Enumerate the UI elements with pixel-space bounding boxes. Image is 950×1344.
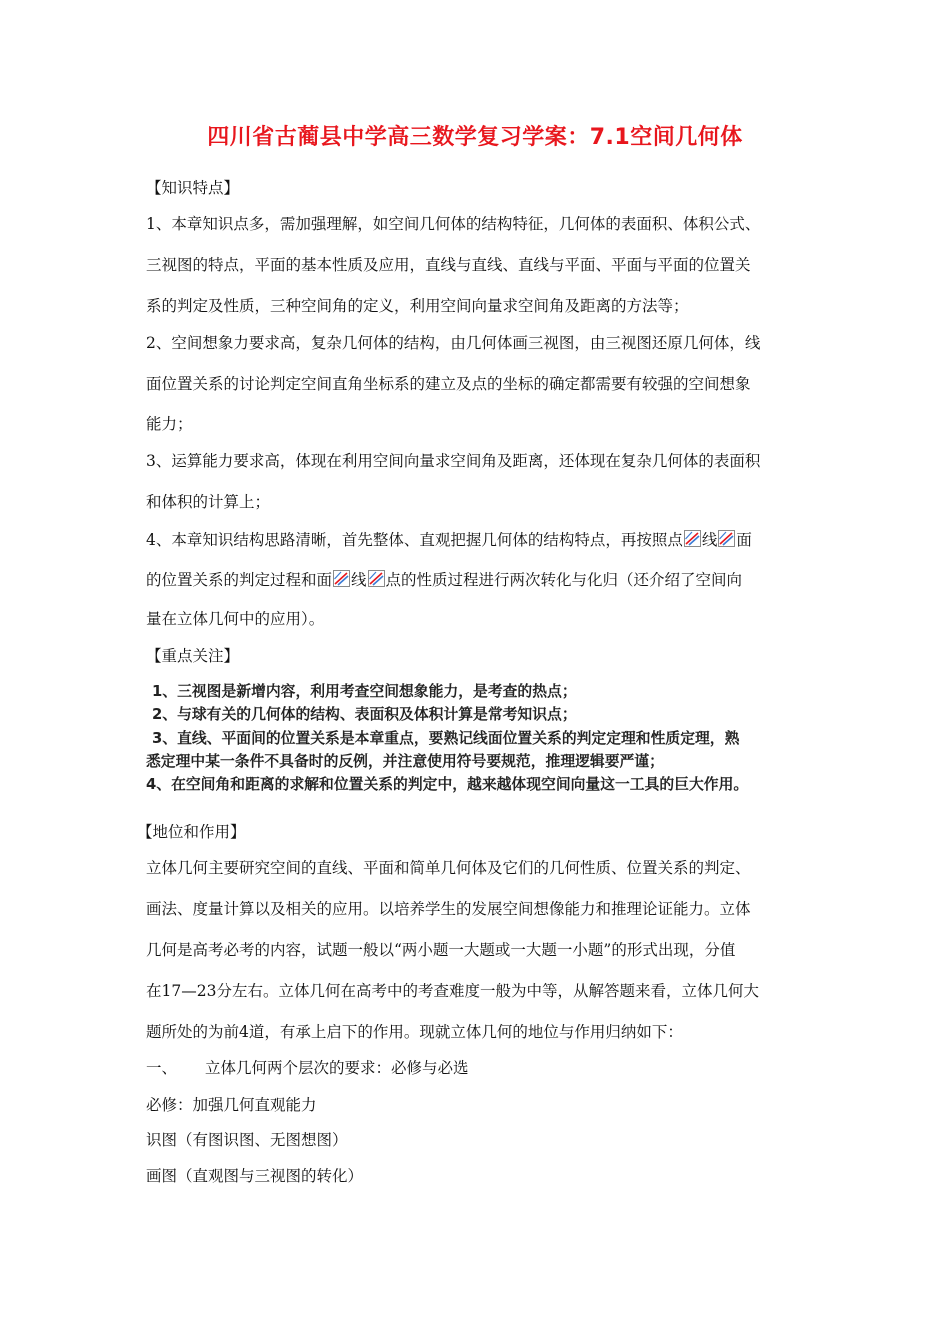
knowledge-line-4: 2、空间想象力要求高，复杂几何体的结构，由几何体画三视图，由三视图还原几何体，线 <box>146 334 761 352</box>
knowledge-line-11: 量在立体几何中的应用）。 <box>146 610 325 628</box>
role-line-3: 几何是高考必考的内容，试题一般以“两小题一大题或一大题一小题”的形式出现，分值 <box>146 941 736 959</box>
role-line-6 <box>146 1058 469 1078</box>
role-line-6-number: 一、 <box>146 1059 178 1077</box>
focus-line-4: 悉定理中某一条件不具备时的反例，并注意使用符号要规范，推理逻辑要严谨； <box>146 753 664 770</box>
focus-line-1: 1、三视图是新增内容，利用考查空间想象能力，是考查的热点； <box>152 683 577 700</box>
knowledge-line-10 <box>146 570 742 590</box>
knowledge-line-1: 1、本章知识点多，需加强理解，如空间几何体的结构特征，几何体的表面积、体积公式、 <box>146 215 761 233</box>
role-line-2: 画法、度量计算以及相关的应用。以培养学生的发展空间想像能力和推理论证能力。立体 <box>146 900 751 918</box>
knowledge-line-6: 能力； <box>146 415 193 433</box>
role-line-4: 在17—23分左右。立体几何在高考中的考查难度一般为中等，从解答题来看，立体几何大 <box>146 982 759 1000</box>
role-line-8: 识图（有图识图、无图想图） <box>146 1131 348 1149</box>
knowledge-line-9-part-1: 4、本章知识结构思路清晰，首先整体、直观把握几何体的结构特点，再按照点 <box>146 531 683 549</box>
knowledge-line-9 <box>146 530 752 550</box>
broken-image-icon <box>333 570 350 587</box>
knowledge-line-9-part-3: 面 <box>736 531 752 549</box>
knowledge-line-10-part-1: 的位置关系的判定过程和面 <box>146 571 333 589</box>
knowledge-line-2: 三视图的特点，平面的基本性质及应用，直线与直线、直线与平面、平面与平面的位置关 <box>146 256 751 274</box>
role-line-9: 画图（直观图与三视图的转化） <box>146 1167 364 1185</box>
broken-image-icon <box>684 530 701 547</box>
focus-line-3: 3、直线、平面间的位置关系是本章重点，要熟记线面位置关系的判定定理和性质定理，熟 <box>152 730 740 747</box>
knowledge-line-3: 系的判定及性质，三种空间角的定义，利用空间向量求空间角及距离的方法等； <box>146 297 689 315</box>
focus-line-2: 2、与球有关的几何体的结构、表面积及体积计算是常考知识点； <box>152 706 577 723</box>
focus-line-5: 4、在空间角和距离的求解和位置关系的判定中，越来越体现空间向量这一工具的巨大作用。 <box>146 776 749 793</box>
page-title: 四川省古蔺县中学高三数学复习学案：7.1空间几何体 <box>207 125 743 150</box>
role-line-5: 题所处的为前4道，有承上启下的作用。现就立体几何的地位与作用归纳如下： <box>146 1023 683 1041</box>
knowledge-line-9-part-2: 线 <box>701 531 718 549</box>
knowledge-line-7: 3、运算能力要求高，体现在利用空间向量求空间角及距离，还体现在复杂几何体的表面积 <box>146 452 761 470</box>
knowledge-line-5: 面位置关系的讨论判定空间直角坐标系的建立及点的坐标的确定都需要有较强的空间想象 <box>146 375 751 393</box>
focus-heading: 【重点关注】 <box>146 647 240 665</box>
role-line-1: 立体几何主要研究空间的直线、平面和简单几何体及它们的几何性质、位置关系的判定、 <box>146 859 751 877</box>
knowledge-line-10-part-3: 点的性质过程进行两次转化与化归（还介绍了空间向 <box>385 571 743 589</box>
knowledge-heading: 【知识特点】 <box>146 179 240 197</box>
role-heading: 【地位和作用】 <box>137 823 246 841</box>
broken-image-icon <box>718 530 735 547</box>
knowledge-line-10-part-2: 线 <box>351 571 367 589</box>
knowledge-line-8: 和体积的计算上； <box>146 493 271 511</box>
role-line-6-text: 立体几何两个层次的要求：必修与必选 <box>205 1059 469 1077</box>
role-line-7: 必修：加强几何直观能力 <box>146 1096 317 1114</box>
broken-image-icon <box>368 570 385 587</box>
